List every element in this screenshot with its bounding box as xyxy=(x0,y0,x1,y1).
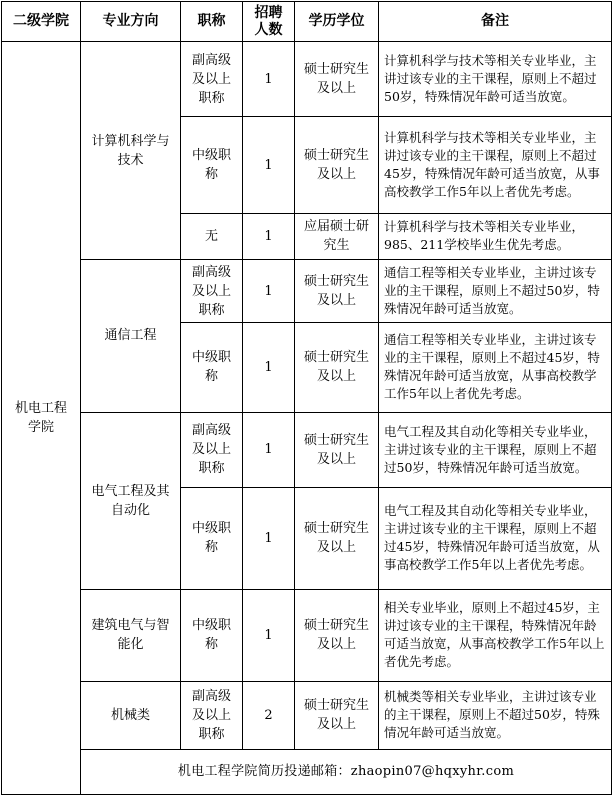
degree-cell: 硕士研究生及以上 xyxy=(295,590,379,681)
title-cell: 中级职称 xyxy=(181,487,243,589)
college-cell: 机电工程学院 xyxy=(2,42,81,795)
title-cell: 中级职称 xyxy=(181,117,243,213)
degree-cell: 硕士研究生及以上 xyxy=(295,42,379,117)
note-cell: 通信工程等相关专业毕业，主讲过该专业的主干课程，原则上不超过50岁，特殊情况年龄可适当放宽。 xyxy=(379,259,612,322)
note-cell: 通信工程等相关专业毕业，主讲过该专业的主干课程，原则上不超过45岁，特殊情况年龄可适当放宽，从事高校教学工作5年以上者优先考虑。 xyxy=(379,323,612,412)
table-row xyxy=(2,412,612,487)
header-count: 招聘人数 xyxy=(243,2,295,42)
count-cell: 2 xyxy=(243,681,295,749)
title-cell: 中级职称 xyxy=(181,590,243,681)
header-title: 职称 xyxy=(181,2,243,42)
count-cell: 1 xyxy=(243,259,295,322)
note-cell: 机械类等相关专业毕业，主讲过该专业的主干课程，原则上不超过50岁，特殊情况年龄可适当放宽。 xyxy=(379,681,612,749)
major-cell: 建筑电气与智能化 xyxy=(81,590,181,681)
table-row xyxy=(2,259,612,322)
degree-cell: 硕士研究生及以上 xyxy=(295,323,379,412)
title-cell: 无 xyxy=(181,213,243,259)
resume-email-note: 机电工程学院简历投递邮箱：zhaopin07@hqxyhr.com xyxy=(81,749,612,794)
count-cell: 1 xyxy=(243,412,295,487)
count-cell: 1 xyxy=(243,42,295,117)
note-cell: 计算机科学与技术等相关专业毕业，主讲过该专业的主干课程，原则上不超过50岁，特殊情况年龄可适当放宽。 xyxy=(379,42,612,117)
title-cell: 副高级及以上职称 xyxy=(181,259,243,322)
major-cell: 通信工程 xyxy=(81,259,181,412)
footer-row xyxy=(2,749,612,794)
header-major: 专业方向 xyxy=(81,2,181,42)
header-note: 备注 xyxy=(379,2,612,42)
table-row xyxy=(2,42,612,117)
degree-cell: 硕士研究生及以上 xyxy=(295,681,379,749)
count-cell: 1 xyxy=(243,117,295,213)
title-cell: 副高级及以上职称 xyxy=(181,412,243,487)
title-cell: 副高级及以上职称 xyxy=(181,681,243,749)
recruitment-table xyxy=(1,1,612,795)
degree-cell: 硕士研究生及以上 xyxy=(295,412,379,487)
title-cell: 副高级及以上职称 xyxy=(181,42,243,117)
note-cell: 电气工程及其自动化等相关专业毕业，主讲过该专业的主干课程，原则上不超过50岁，特殊情况年龄可适当放宽。 xyxy=(379,412,612,487)
degree-cell: 硕士研究生及以上 xyxy=(295,117,379,213)
degree-cell: 硕士研究生及以上 xyxy=(295,259,379,322)
major-cell: 电气工程及其自动化 xyxy=(81,412,181,590)
title-cell: 中级职称 xyxy=(181,323,243,412)
major-cell: 计算机科学与技术 xyxy=(81,42,181,260)
major-cell: 机械类 xyxy=(81,681,181,749)
degree-cell: 应届硕士研究生 xyxy=(295,213,379,259)
note-cell: 计算机科学与技术等相关专业毕业，985、211学校毕业生优先考虑。 xyxy=(379,213,612,259)
note-cell: 计算机科学与技术等相关专业毕业，主讲过该专业的主干课程，原则上不超过45岁，特殊情况年龄可适当放宽，从事高校教学工作5年以上者优先考虑。 xyxy=(379,117,612,213)
note-cell: 相关专业毕业，原则上不超过45岁，主讲过该专业的主干课程，特殊情况年龄可适当放宽，从事高校教学工作5年以上者优先考虑。 xyxy=(379,590,612,681)
count-cell: 1 xyxy=(243,213,295,259)
header-college: 二级学院 xyxy=(2,2,81,42)
count-cell: 1 xyxy=(243,487,295,589)
table-row xyxy=(2,590,612,681)
note-cell: 电气工程及其自动化等相关专业毕业，主讲过该专业的主干课程，原则上不超过45岁，特殊情况年龄可适当放宽，从事高校教学工作5年以上者优先考虑。 xyxy=(379,487,612,589)
header-row xyxy=(2,2,612,42)
count-cell: 1 xyxy=(243,590,295,681)
header-degree: 学历学位 xyxy=(295,2,379,42)
count-cell: 1 xyxy=(243,323,295,412)
table-row xyxy=(2,681,612,749)
degree-cell: 硕士研究生及以上 xyxy=(295,487,379,589)
